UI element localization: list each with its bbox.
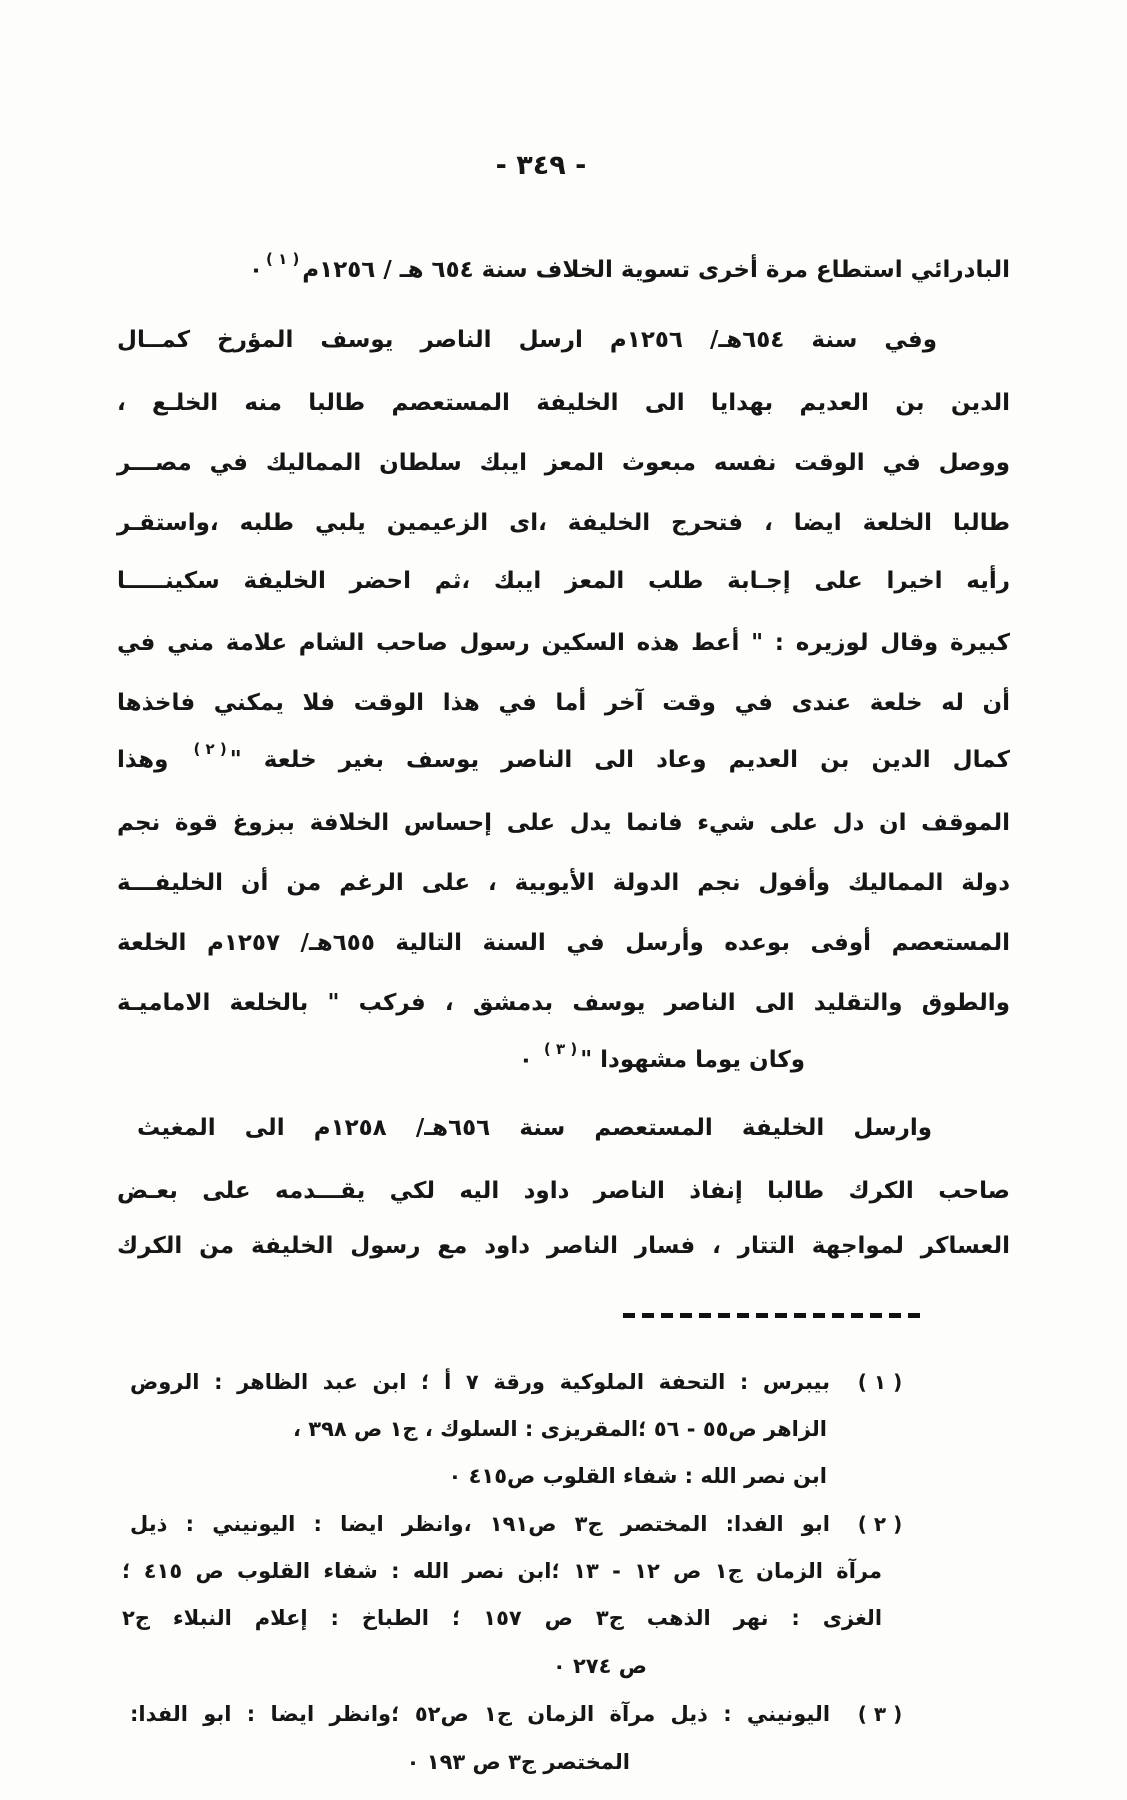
body-line: أن له خلعة عندى في وقت آخر أما في هذا الوقت فلا يمكني فاخذها	[117, 690, 1010, 716]
body-text: كمال الدين بن العديم وعاد الى الناصر يوسف بغير خلعة "	[229, 747, 1011, 773]
footnote-ref-1: ( ١ )	[265, 250, 300, 268]
body-line: وفي سنة ٦٥٤هـ/ ١٢٥٦م ارسل الناصر يوسف المؤرخ كمــال	[117, 327, 937, 353]
body-line: والطوق والتقليد الى الناصر يوسف بدمشق ، فركب " بالخلعة الاماميـة	[117, 990, 1010, 1016]
body-line: الموقف ان دل على شيء فانما يدل على إحساس الخلافة ببزوغ قوة نجم	[117, 810, 1010, 836]
footnote-ref-2: ( ٢ )	[193, 740, 227, 758]
body-line: وارسل الخليفة المستعصم سنة ٦٥٦هـ/ ١٢٥٨م الى المغيث	[137, 1115, 933, 1141]
footnote-2-marker: ( ٢ )	[857, 1512, 903, 1536]
footnote-line: بيبرس : التحفة الملوكية ورقة ٧ أ ؛ ابن عبد الظاهر : الروض	[130, 1370, 830, 1394]
body-text: وكان يوما مشهودا "	[580, 1047, 805, 1073]
footnote-3-marker: ( ٣ )	[857, 1702, 903, 1726]
footnote-line: الغزى : نهر الذهب ج٣ ص ١٥٧ ؛ الطباخ : إعلام النبلاء ج٢	[122, 1606, 883, 1630]
footnote-line: ابو الفدا: المختصر ج٣ ص١٩١ ،وانظر ايضا : اليونيني : ذيل	[130, 1512, 830, 1536]
body-text: ٠	[518, 1047, 541, 1073]
footnote-line: المختصر ج٣ ص ١٩٣ ٠	[406, 1750, 630, 1774]
body-line	[117, 742, 1010, 780]
page-number: - ٣٤٩ -	[495, 150, 587, 181]
footnote-line: الزاهر ص٥٥ - ٥٦ ؛المقريزى : السلوك ، ج١ ص ٣٩٨ ،	[292, 1417, 827, 1441]
body-text: وهذا	[117, 747, 191, 773]
footnote-1-marker: ( ١ )	[857, 1370, 903, 1394]
body-line: طالبا الخلعة ايضا ، فتحرج الخليفة ،اى الزعيمين يلبي طلبه ،واستقـر	[117, 510, 1010, 536]
body-text: ٠	[248, 257, 263, 283]
footnote-separator-line	[623, 1313, 925, 1318]
body-line: ووصل في الوقت نفسه مبعوث المعز ايبك سلطان المماليك في مصـــر	[117, 450, 1010, 476]
body-line: كبيرة وقال لوزيره : " أعط هذه السكين رسول صاحب الشام علامة مني في	[117, 630, 1010, 656]
body-line	[249, 252, 1010, 290]
body-line: صاحب الكرك طالبا إنفاذ الناصر داود اليه لكي يقـــدمه على بعـض	[117, 1178, 1010, 1204]
body-line	[519, 1042, 805, 1080]
body-line: العساكر لمواجهة التتار ، فسار الناصر داود مع رسول الخليفة من الكرك	[117, 1233, 1010, 1259]
footnote-line: ابن نصر الله : شفاء القلوب ص٤١٥ ٠	[448, 1464, 827, 1488]
body-line: المستعصم أوفى بوعده وأرسل في السنة التالية ٦٥٥هـ/ ١٢٥٧م الخلعة	[117, 930, 1010, 956]
footnote-ref-3: ( ٣ )	[543, 1040, 578, 1058]
body-line: رأيه اخيرا على إجـابة طلب المعز ايبك ،ثم احضر الخليفة سكينـــــا	[117, 568, 1010, 594]
footnote-line: ص ٢٧٤ ٠	[552, 1654, 647, 1678]
footnote-line: اليونيني : ذيل مرآة الزمان ج١ ص٥٢ ؛وانظر ايضا : ابو الفدا:	[130, 1702, 831, 1726]
footnote-line: مرآة الزمان ج١ ص ١٢ - ١٣ ؛ابن نصر الله : شفاء القلوب ص ٤١٥ ؛	[122, 1559, 882, 1583]
body-line: الدين بن العديم بهدايا الى الخليفة المستعصم طالبا منه الخلـع ،	[117, 390, 1010, 416]
body-text: البادرائي استطاع مرة أخرى تسوية الخلاف سنة ٦٥٤ هـ / ١٢٥٦م	[302, 257, 1010, 283]
body-line: دولة المماليك وأفول نجم الدولة الأيوبية ، على الرغم من أن الخليفـــة	[117, 870, 1010, 896]
